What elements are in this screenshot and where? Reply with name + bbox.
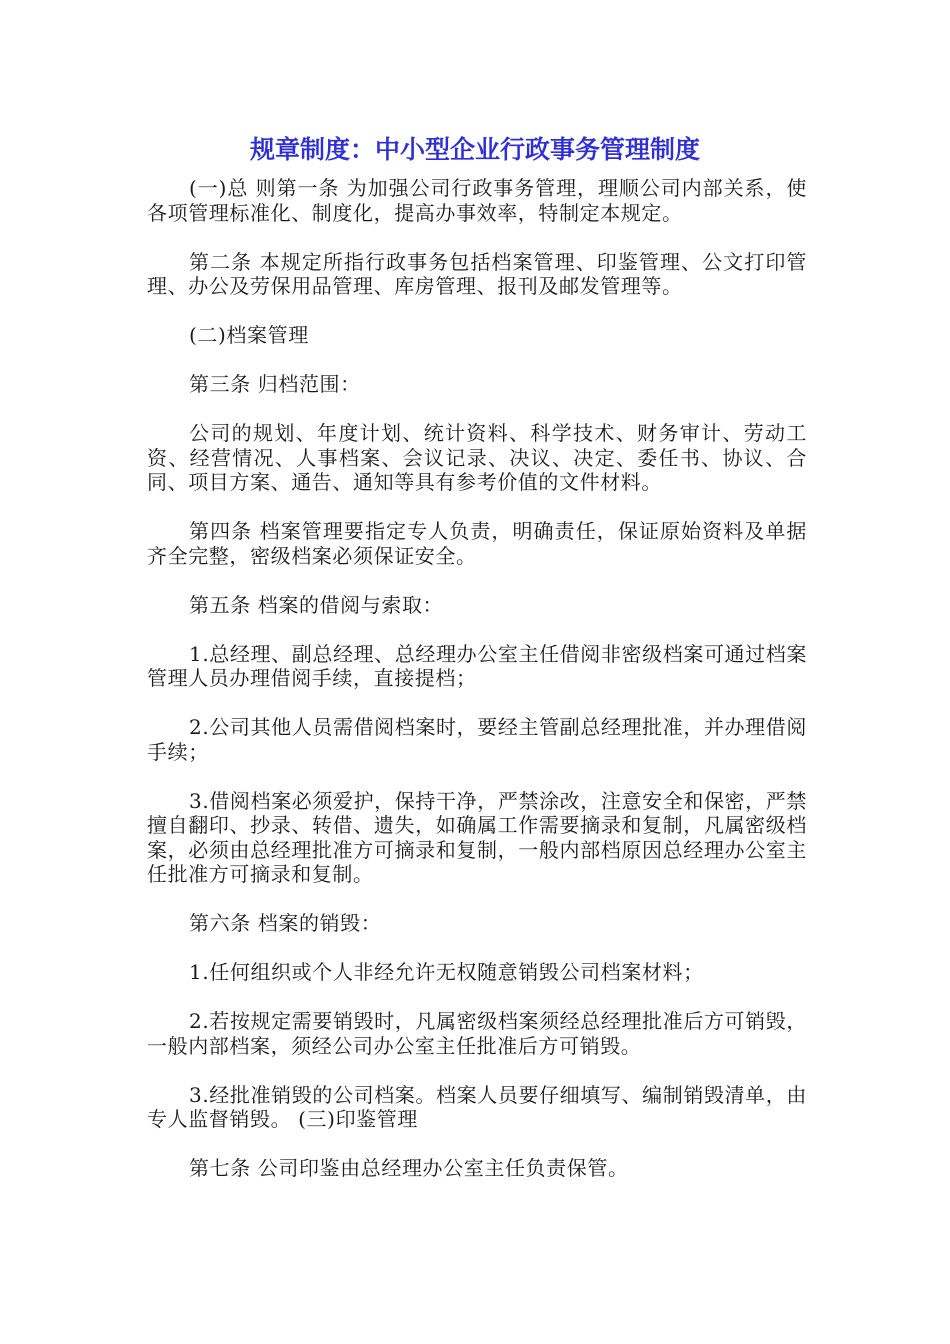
list-item-borrow-2: 2.公司其他人员需借阅档案时，要经主管副总经理批准，并办理借阅手续；	[147, 715, 807, 764]
paragraph-article-7: 第七条 公司印鉴由总经理办公室主任负责保管。	[189, 1156, 629, 1180]
paragraph-article-4: 第四条 档案管理要指定专人负责，明确责任，保证原始资料及单据齐全完整，密级档案必须保证安全。	[147, 519, 807, 568]
list-item-destroy-2: 2.若按规定需要销毁时，凡属密级档案须经总经理批准后方可销毁，一般内部档案，须经公司办公室主任批准后方可销毁。	[147, 1009, 807, 1058]
section-heading-archives: (二)档案管理	[189, 323, 309, 347]
paragraph-archive-scope: 公司的规划、年度计划、统计资料、科学技术、财务审计、劳动工资、经营情况、人事档案、会议记录、决议、决定、委任书、协议、合同、项目方案、通告、通知等具有参考价值的文件材料。	[147, 421, 807, 494]
list-item-destroy-3: 3.经批准销毁的公司档案。档案人员要仔细填写、编制销毁清单，由专人监督销毁。 (三)印鉴管理	[147, 1082, 807, 1131]
document-body	[147, 176, 807, 1205]
list-item-destroy-1: 1.任何组织或个人非经允许无权随意销毁公司档案材料；	[189, 960, 704, 984]
paragraph-article-2: 第二条 本规定所指行政事务包括档案管理、印鉴管理、公文打印管理、办公及劳保用品管理、库房管理、报刊及邮发管理等。	[147, 249, 807, 298]
paragraph-article-6: 第六条 档案的销毁：	[189, 911, 382, 935]
document-title: 规章制度：中小型企业行政事务管理制度	[249, 135, 700, 164]
paragraph-article-3: 第三条 归档范围：	[189, 372, 361, 396]
list-item-borrow-3: 3.借阅档案必须爱护，保持干净，严禁涂改，注意安全和保密，严禁擅自翻印、抄录、转借、遗失，如确属工作需要摘录和复制，凡属密级档案，必须由总经理批准方可摘录和复制，一般内部档原因总经理办公室主任批准方可摘录和复制。	[147, 788, 807, 886]
list-item-borrow-1: 1.总经理、副总经理、总经理办公室主任借阅非密级档案可通过档案管理人员办理借阅手续，直接提档；	[147, 641, 807, 690]
paragraph-article-5: 第五条 档案的借阅与索取：	[189, 592, 444, 617]
paragraph-general-article-1: (一)总 则第一条 为加强公司行政事务管理，理顺公司内部关系，使各项管理标准化、制度化，提高办事效率，特制定本规定。	[147, 176, 807, 225]
